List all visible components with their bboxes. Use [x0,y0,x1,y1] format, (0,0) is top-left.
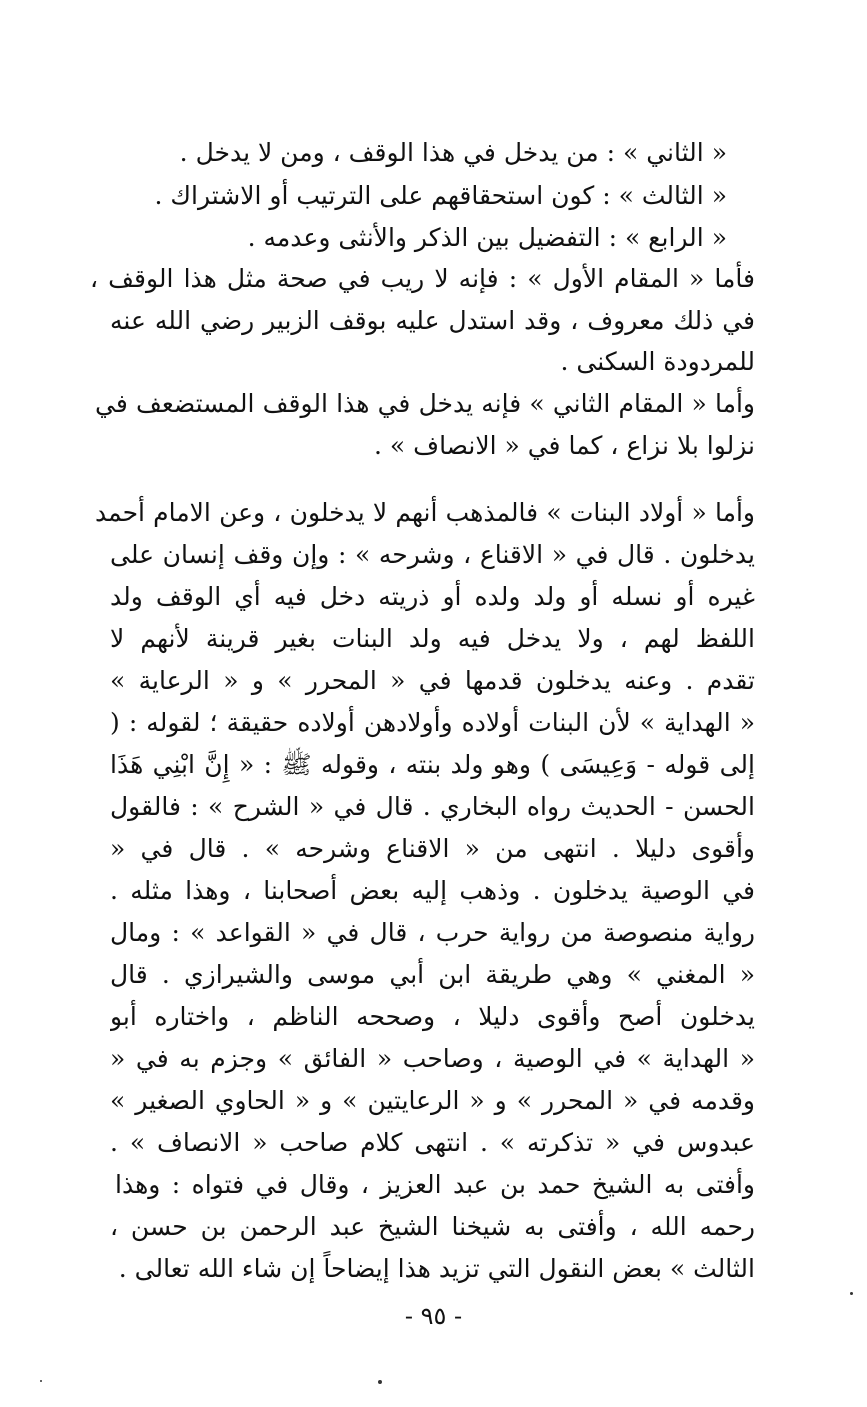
paragraph1-line-3: للمردودة السكنى . [560,347,755,376]
paragraph2-line-2: نزلوا بلا نزاع ، كما في « الانصاف » . [374,431,755,460]
paragraph3-line-16: عبدوس في « تذكرته » . انتهى كلام صاحب « الانصاف » . [110,1128,755,1157]
paragraph3-line-3: غيره أو نسله أو ولد ولده أو ذريته دخل فيه أي الوقف ولد [110,582,755,611]
paragraph4-line-2: رحمه الله ، وأفتى به شيخنا الشيخ عبد الرحمن بن حسن ، [110,1212,755,1241]
paragraph3-line-13: يدخلون أصح وأقوى دليلا ، وصححه الناظم ، واختاره أبو [110,1002,755,1031]
paragraph3-line-1: وأما « أولاد البنات » فالمذهب أنهم لا يدخلون ، وعن الامام أحمد [95,498,755,527]
paragraph3-line-7: إلى قوله - وَعِيسَى ) وهو ولد بنته ، وقوله ﷺ : « إِنَّ ابْنِي هَذَا [110,750,755,779]
paragraph3-line-14: « الهداية » في الوصية ، وصاحب « الفائق » وجزم به في « [110,1044,755,1073]
paragraph1-line-1: فأما « المقام الأول » : فإنه لا ريب في صحة مثل هذا الوقف ، [90,264,755,293]
scan-speck [378,1380,382,1384]
paragraph3-line-10: في الوصية يدخلون . وذهب إليه بعض أصحابنا ، وهذا مثله . [110,876,755,905]
paragraph3-line-11: رواية منصوصة من رواية حرب ، قال في « القواعد » : ومال [110,918,755,947]
item-third: « الثالث » : كون استحقاقهم على الترتيب أو الاشتراك . [154,181,727,210]
paragraph4-line-1: وأفتى به الشيخ حمد بن عبد العزيز ، وقال في فتواه : وهذا [115,1170,755,1199]
scan-speck [850,1292,853,1295]
paragraph3-line-2: يدخلون . قال في « الاقناع ، وشرحه » : وإن وقف إنسان على [110,540,755,569]
paragraph3-line-5: تقدم . وعنه يدخلون قدمها في « المحرر » و « الرعاية » [110,666,755,695]
paragraph3-line-12: « المغني » وهي طريقة ابن أبي موسى والشيرازي . قال [110,960,755,989]
paragraph3-line-4: اللفظ لهم ، ولا يدخل فيه ولد البنات بغير قرينة لأنهم لا [110,624,755,653]
paragraph3-line-8: الحسن - الحديث رواه البخاري . قال في « الشرح » : فالقول [110,792,755,821]
paragraph3-line-15: وقدمه في « المحرر » و « الرعايتين » و « الحاوي الصغير » [110,1086,755,1115]
paragraph4-line-3: الثالث » بعض النقول التي تزيد هذا إيضاحاً إن شاء الله تعالى . [118,1254,755,1283]
paragraph3-line-6: « الهداية » لأن البنات أولاده وأولادهن أولاده حقيقة ؛ لقوله : ( [110,708,755,737]
paragraph2-line-1: وأما « المقام الثاني » فإنه يدخل في هذا الوقف المستضعف في [95,389,755,418]
item-fourth: « الرابع » : التفضيل بين الذكر والأنثى وعدمه . [247,223,727,252]
page-number: - ٩٥ - [404,1302,463,1330]
paragraph3-line-9: وأقوى دليلا . انتهى من « الاقناع وشرحه » . قال في « [110,834,755,863]
item-second: « الثاني » : من يدخل في هذا الوقف ، ومن لا يدخل . [179,138,727,167]
scan-speck [40,1380,42,1382]
paragraph1-line-2: في ذلك معروف ، وقد استدل عليه بوقف الزبير رضي الله عنه [110,306,755,335]
